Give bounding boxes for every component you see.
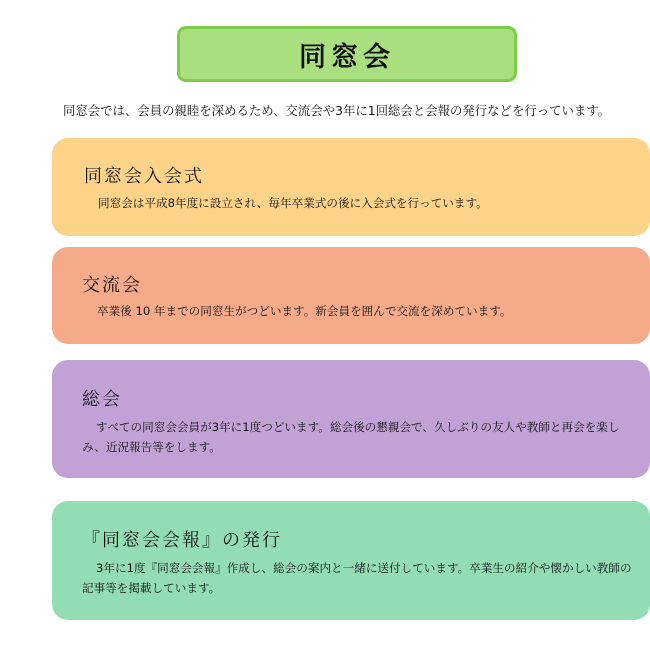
section-heading: 『同窓会会報』の発行	[82, 530, 282, 551]
section-heading: 総会	[82, 389, 122, 410]
page-title: 同窓会	[299, 41, 395, 73]
section-heading: 同窓会入会式	[84, 166, 204, 187]
section-body: すべての同窓会会員が3年に1度つどいます。総会後の懇親会で、久しぶりの友人や教師と再会を楽しみ、近況報告等をします。	[82, 420, 620, 454]
intro-text: 同窓会では、会員の親睦を深めるため、交流会や3年に1回総会と会報の発行などを行っています。	[63, 103, 611, 118]
section-body: 卒業後 10 年までの同窓生がつどいます。新会員を囲んで交流を深めています。	[97, 304, 512, 318]
section-body: 同窓会は平成8年度に設立され、毎年卒業式の後に入会式を行っています。	[98, 196, 488, 210]
section-heading: 交流会	[82, 275, 142, 296]
section-card-exchange-meeting	[52, 247, 650, 344]
section-card-entrance-ceremony	[52, 138, 650, 236]
section-card-general-meeting	[52, 360, 650, 478]
page-title-banner	[177, 26, 517, 82]
section-card-newsletter	[52, 501, 650, 620]
section-body: 3年に1度『同窓会会報』作成し、総会の案内と一緒に送付しています。卒業生の紹介や懐かしい教師の記事等を掲載しています。	[82, 561, 632, 595]
